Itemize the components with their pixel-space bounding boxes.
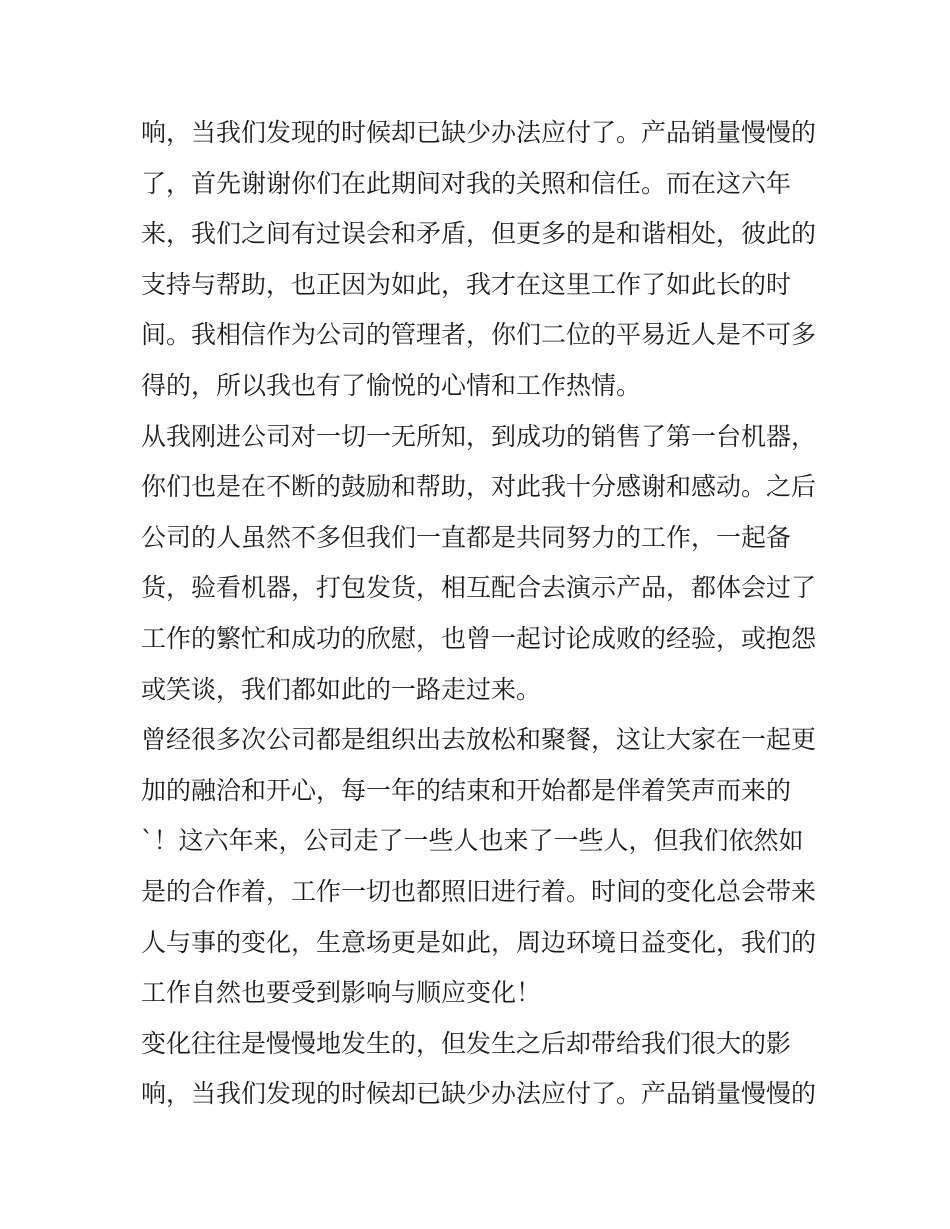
body-text <box>141 108 831 1120</box>
text-line-9: 公司的人虽然不多但我们一直都是共同努力的工作，一起备 <box>141 522 792 552</box>
text-line-11: 工作的繁忙和成功的欣慰，也曾一起讨论成败的经验，或抱怨 <box>141 623 817 653</box>
text-line-20: 响，当我们发现的时候却已缺少办法应付了。产品销量慢慢的 <box>141 1079 817 1109</box>
text-line-8: 你们也是在不断的鼓励和帮助，对此我十分感谢和感动。之后 <box>141 472 817 502</box>
text-line-18: 工作自然也要受到影响与顺应变化！ <box>141 978 542 1008</box>
text-line-3: 来，我们之间有过误会和矛盾，但更多的是和谐相处，彼此的 <box>141 219 817 249</box>
text-line-4: 支持与帮助，也正因为如此，我才在这里工作了如此长的时 <box>141 269 792 299</box>
text-line-2: 了，首先谢谢你们在此期间对我的关照和信任。而在这六年 <box>141 168 792 198</box>
text-line-14: 加的融洽和开心，每一年的结束和开始都是伴着笑声而来的 <box>141 775 792 805</box>
text-line-17: 人与事的变化，生意场更是如此，周边环境日益变化，我们的 <box>141 927 817 957</box>
text-line-19: 变化往往是慢慢地发生的，但发生之后却带给我们很大的影 <box>141 1028 792 1058</box>
text-line-16: 是的合作着，工作一切也都照旧进行着。时间的变化总会带来 <box>141 876 817 906</box>
text-line-15: `！这六年来，公司走了一些人也来了一些人，但我们依然如 <box>141 826 804 856</box>
text-line-1: 响，当我们发现的时候却已缺少办法应付了。产品销量慢慢的 <box>141 118 817 147</box>
text-line-10: 货，验看机器，打包发货，相互配合去演示产品，都体会过了 <box>141 573 817 603</box>
text-line-12: 或笑谈，我们都如此的一路走过来。 <box>141 674 542 704</box>
text-line-6: 得的，所以我也有了愉悦的心情和工作热情。 <box>141 370 642 400</box>
text-line-7: 从我刚进公司对一切一无所知，到成功的销售了第一台机器， <box>141 421 817 451</box>
text-line-13: 曾经很多次公司都是组织出去放松和聚餐，这让大家在一起更 <box>141 725 817 755</box>
text-line-5: 间。我相信作为公司的管理者，你们二位的平易近人是不可多 <box>141 320 817 350</box>
